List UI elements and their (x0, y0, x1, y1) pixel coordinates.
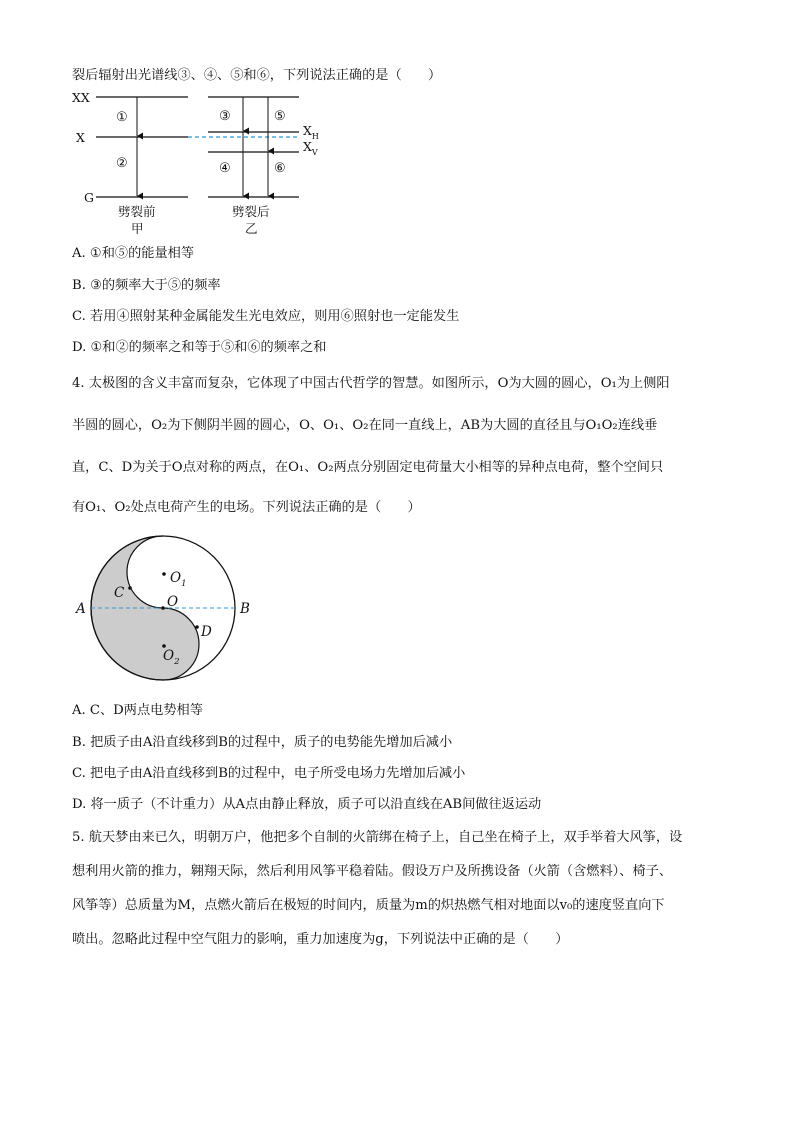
level-label-xh: $X_H$ (303, 123, 319, 141)
q4-stem-line-1: 4. 太极图的含义丰富而复杂，它体现了中国古代哲学的智慧。如图所示，O为大圆的圆心，O₁为上侧阳 (72, 376, 670, 391)
q4-option-b: B. 把质子由A沿直线移到B的过程中，质子的电势能先增加后减小 (72, 735, 453, 750)
transition-label-1: ① (116, 110, 128, 125)
transition-label-2: ② (116, 156, 128, 171)
q3-option-c: C. 若用④照射某种金属能发生光电效应，则用⑥照射也一定能发生 (72, 309, 460, 324)
label-b: B (240, 601, 250, 617)
label-o1: $O_1$ (170, 570, 187, 589)
point-o (161, 606, 165, 610)
point-d (195, 625, 199, 629)
left-sub-caption: 甲 (131, 221, 144, 236)
label-a: A (76, 601, 86, 617)
transition-label-5: ⑤ (274, 109, 286, 124)
q5-stem-line-2: 想利用火箭的推力，翱翔天际，然后利用风筝平稳着陆。假设万户及所携设备（火箭（含燃料）、椅子、 (72, 864, 673, 879)
level-label-g: G (84, 190, 94, 205)
level-label-xx: XX (72, 90, 90, 105)
label-c: C (114, 585, 125, 601)
label-o: O (167, 594, 179, 610)
q3-option-a: A. ①和⑤的能量相等 (72, 246, 195, 261)
label-o2: $O_2$ (163, 648, 180, 667)
q3-option-d: D. ①和②的频率之和等于⑤和⑥的频率之和 (72, 340, 327, 355)
transition-label-3: ③ (219, 109, 231, 124)
q4-option-d: D. 将一质子（不计重力）从A点由静止释放，质子可以沿直线在AB间做往返运动 (72, 797, 542, 812)
point-c (128, 586, 132, 590)
q5-stem-line-1: 5. 航天梦由来已久，明朝万户，他把多个自制的火箭绑在椅子上，自己坐在椅子上，双手举着大风筝，设 (72, 830, 683, 845)
q4-option-a: A. C、D两点电势相等 (72, 703, 203, 718)
right-sub-caption: 乙 (245, 221, 258, 236)
left-caption: 劈裂前 (118, 204, 156, 219)
level-label-x: X (76, 130, 85, 145)
transition-label-6: ⑥ (274, 161, 286, 176)
transition-label-4: ④ (219, 161, 231, 176)
point-o1 (162, 572, 166, 576)
q4-stem-line-4: 有O₁、O₂处点电荷产生的电场。下列说法正确的是（ ） (72, 500, 421, 515)
level-label-xv: $X_V$ (303, 139, 318, 157)
q5-stem-line-3: 风筝等）总质量为M，点燃火箭后在极短的时间内，质量为m的炽热燃气相对地面以v₀的速度竖直向下 (72, 898, 665, 913)
q4-stem-line-3: 直，C、D为关于O点对称的两点，在O₁、O₂两点分别固定电荷量大小相等的异种点电荷，整个空间只 (72, 460, 664, 475)
q5-stem-line-4: 喷出。忽略此过程中空气阻力的影响，重力加速度为g，下列说法中正确的是（ ） (72, 932, 569, 947)
q3-option-b: B. ③的频率大于⑤的频率 (72, 278, 221, 293)
label-d: D (201, 624, 212, 640)
right-caption: 劈裂后 (232, 204, 270, 219)
q3-intro: 裂后辐射出光谱线③、④、⑤和⑥，下列说法正确的是（ ） (72, 68, 442, 83)
q4-stem-line-2: 半圆的圆心，O₂为下侧阴半圆的圆心，O、O₁、O₂在同一直线上，AB为大圆的直径且与O₁O₂连线垂 (72, 418, 658, 433)
q4-option-c: C. 把电子由A沿直线移到B的过程中，电子所受电场力先增加后减小 (72, 766, 466, 781)
